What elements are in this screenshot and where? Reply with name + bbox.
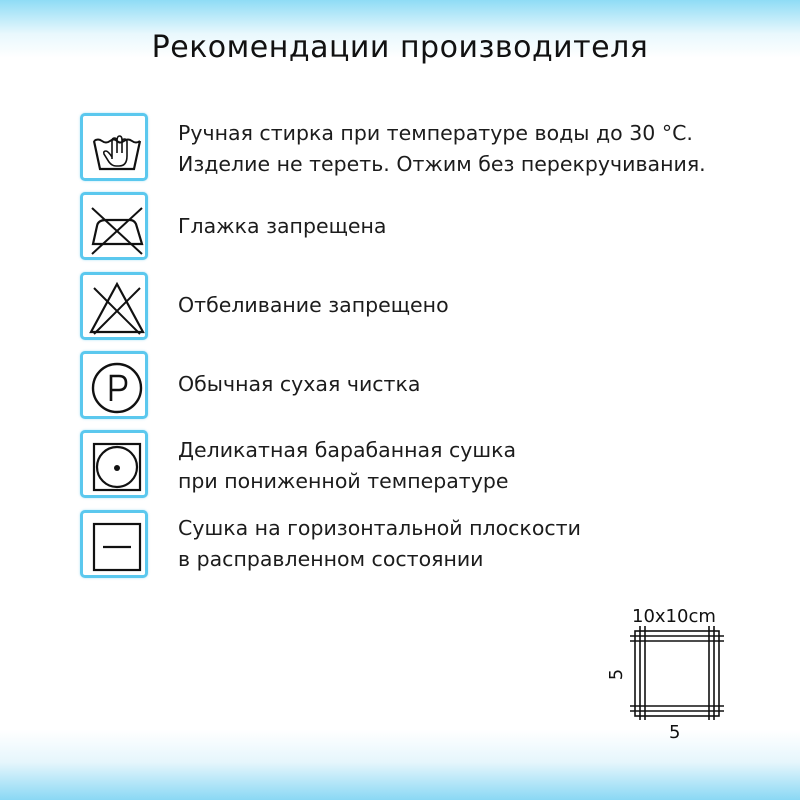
care-text-line: Глажка запрещена [178,214,387,238]
tumble-dry-low-icon [80,430,148,498]
care-text-line: Отбеливание запрещено [178,293,449,317]
hand-wash-icon [80,113,148,181]
care-text-line: в расправленном состоянии [178,547,484,571]
care-text-line: при пониженной температуре [178,469,509,493]
care-text-line: Изделие не тереть. Отжим без перекручивания. [178,152,706,176]
napkin-size-icon [626,626,726,722]
size-label: 10x10cm [632,606,716,627]
no-iron-icon [80,192,148,260]
no-bleach-icon [80,272,148,340]
care-text-line: Ручная стирка при температуре воды до 30 °С. [178,121,693,145]
size-height-label: 5 [606,668,628,681]
size-width-label: 5 [669,722,681,743]
page-title: Рекомендации производителя [151,30,649,65]
dry-flat-icon [80,510,148,578]
care-text-line: Деликатная барабанная сушка [178,438,517,462]
care-text-line: Обычная сухая чистка [178,372,421,396]
care-text-line: Сушка на горизонтальной плоскости [178,516,581,540]
dry-clean-p-icon [80,351,148,419]
